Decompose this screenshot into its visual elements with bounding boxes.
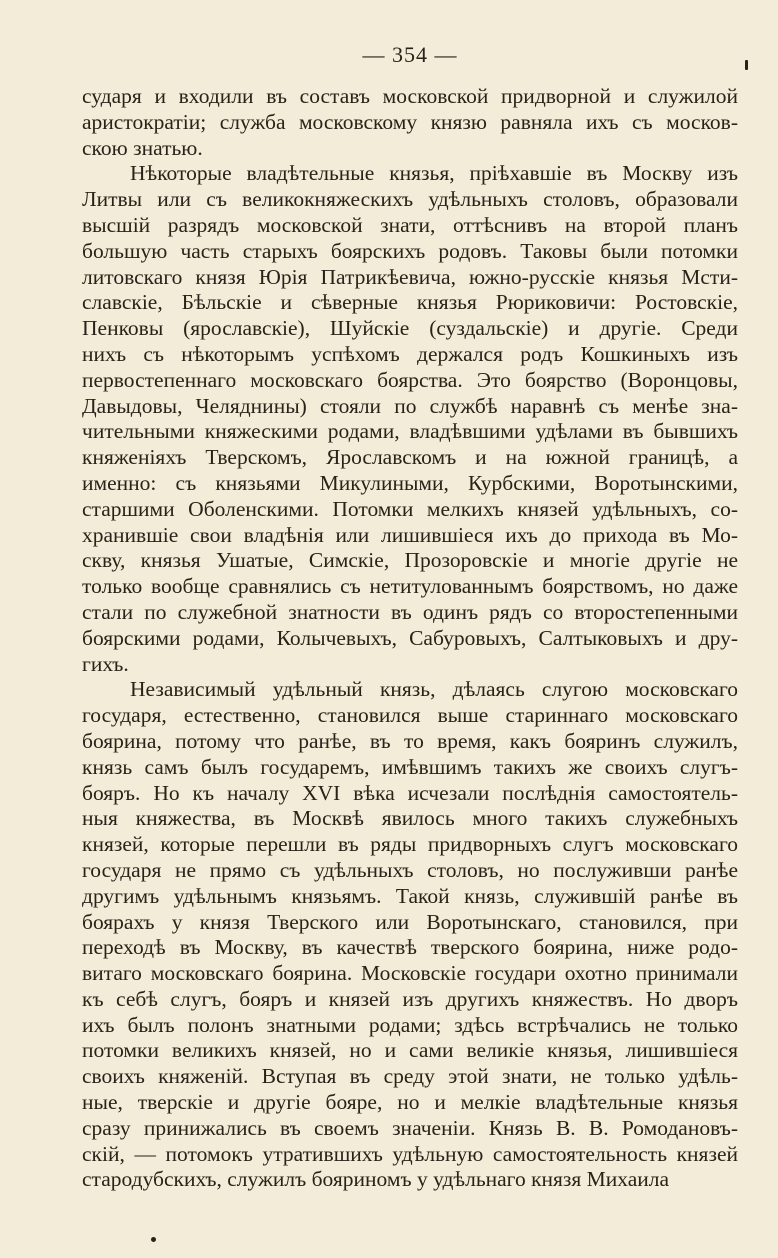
text-line: Литвы или съ великокняжескихъ удѣльныхъ столовъ, образовали [82, 187, 738, 212]
text-line: литовскаго князя Юрія Патрикѣевича, южно-русскіе князья Мсти- [82, 264, 738, 289]
text-line: потомки великихъ князей, но и сами великіе князья, лишившіеся [82, 1038, 738, 1063]
text-line: княженіяхъ Тверскомъ, Ярославскомъ и на южной границѣ, а [82, 445, 738, 470]
text-line: старшими Оболенскими. Потомки мелкихъ князей удѣльныхъ, со- [82, 496, 738, 521]
text-line: боярахъ у князя Тверского или Воротынскаго, становился, при [82, 909, 738, 934]
text-line: князей, которые перешли въ ряды придворныхъ слугъ московскаго [82, 832, 738, 857]
print-mark [745, 60, 748, 70]
text-line: хранившіе свои владѣнія или лишившіеся ихъ до прихода въ Мо- [82, 522, 738, 547]
text-line: гихъ. [82, 651, 129, 676]
text-line: славскіе, Бѣльскіе и сѣверные князья Рюриковичи: Ростовскіе, [82, 290, 738, 315]
text-line: государя не прямо съ удѣльныхъ столовъ, но послуживши ранѣе [82, 857, 738, 882]
text-line: витаго московскаго боярина. Московскіе государи охотно принимали [82, 961, 738, 986]
text-line: первостепеннаго московскаго боярства. Это боярство (Воронцовы, [82, 367, 738, 392]
text-line: сразу принижались въ своемъ значеніи. Князь В. В. Ромодановъ- [82, 1115, 738, 1140]
text-line: именно: съ князьями Микулиными, Курбскими, Воротынскими, [82, 470, 738, 495]
text-line: Независимый удѣльный князь, дѣлаясь слугою московскаго [130, 677, 738, 702]
print-speck [151, 1237, 156, 1242]
text-line: аристократіи; служба московскому князю равняла ихъ съ москов- [82, 109, 738, 134]
text-line: скву, князья Ушатые, Симскіе, Прозоровскіе и многіе другіе не [82, 548, 738, 573]
text-line: ные, тверскіе и другіе бояре, но и мелкіе владѣтельные князья [82, 1090, 738, 1115]
text-line: князь самъ былъ государемъ, имѣвшимъ такихъ же своихъ слугъ- [82, 754, 738, 779]
text-line: своихъ княженій. Вступая въ среду этой знати, не только удѣль- [82, 1064, 738, 1089]
text-line: боярина, потому что ранѣе, въ то время, какъ бояринъ служилъ, [82, 728, 738, 753]
paragraph [82, 161, 738, 677]
text-line: Давыдовы, Челяднины) стояли по службѣ наравнѣ съ менѣе зна- [82, 393, 738, 418]
text-line: бояръ. Но къ началу XVI вѣка исчезали послѣднія самостоятель- [82, 780, 738, 805]
text-line: стародубскихъ, служилъ бояриномъ у удѣльнаго князя Михаила [82, 1167, 670, 1192]
text-line: боярскими родами, Колычевыхъ, Сабуровыхъ, Салтыковыхъ и дру- [82, 625, 738, 650]
text-line: Пенковы (ярославскіе), Шуйскіе (суздальскіе) и другіе. Среди [82, 316, 738, 341]
text-line: ихъ былъ полонъ знатными родами; здѣсь встрѣчались не только [82, 1012, 738, 1037]
text-line: къ себѣ слугъ, бояръ и князей изъ другихъ княжествъ. Но дворъ [82, 986, 738, 1011]
text-line: чительными княжескими родами, владѣвшими удѣлами въ бывшихъ [82, 419, 738, 444]
text-line: высшій разрядъ московской знати, оттѣснивъ на второй планъ [82, 212, 738, 237]
text-line: скій, — потомокъ утратившихъ удѣльную самостоятельность князей [82, 1141, 738, 1166]
text-line: другимъ удѣльнымъ князьямъ. Такой князь, служившій ранѣе въ [82, 883, 738, 908]
page-number: — 354 — [362, 42, 458, 67]
paragraph [82, 84, 738, 161]
text-line: нихъ съ нѣкоторымъ успѣхомъ держался родъ Кошкиныхъ изъ [82, 341, 738, 366]
text-line: Нѣкоторые владѣтельные князья, пріѣхавшіе въ Москву изъ [130, 161, 738, 186]
text-line: только вообще сравнялись съ нетитулованнымъ боярствомъ, но даже [82, 574, 738, 599]
text-line: большую часть старыхъ боярскихъ родовъ. Таковы были потомки [82, 238, 738, 263]
text-line: ныя княжества, въ Москвѣ явилось много такихъ служебныхъ [82, 806, 738, 831]
text-line: скою знатью. [82, 135, 203, 160]
text-body [82, 84, 738, 1193]
text-line: государя, естественно, становился выше стариннаго московскаго [82, 703, 738, 728]
text-line: стали по служебной знатности въ одинъ рядъ со второстепенными [82, 599, 738, 624]
text-line: переходѣ въ Москву, въ качествѣ тверского боярина, ниже родо- [82, 935, 738, 960]
paragraph [82, 677, 738, 1193]
text-line: сударя и входили въ составъ московской придворной и служилой [82, 84, 738, 108]
